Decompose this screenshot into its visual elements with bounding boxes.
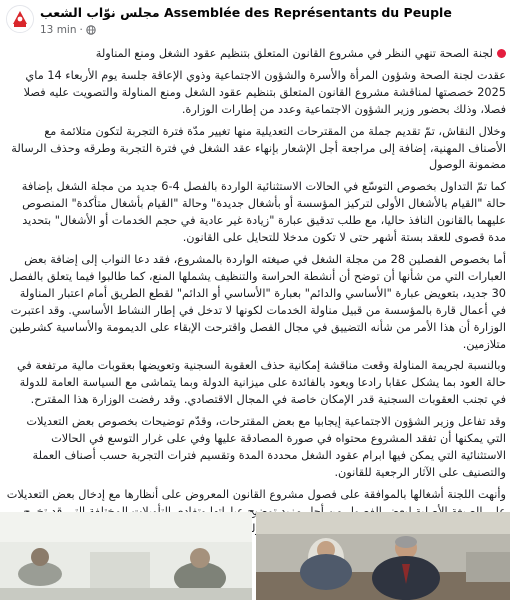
photo-meeting-left[interactable]	[0, 512, 252, 600]
post-meta	[40, 24, 96, 36]
meeting-photo-image	[0, 512, 252, 600]
post-headline: لجنة الصحة تنهي النظر في مشروع القانون المتعلق بتنظيم عقود الشغل ومنع المناولة	[95, 47, 493, 60]
globe-icon[interactable]	[86, 25, 96, 35]
post-paragraph: وقد تفاعل وزير الشؤون الاجتماعية إيجابيا مع بعض المقترحات، وقدّم توضيحات بخصوص بعض التعديلات التي يمكنها أن تفقد المشروع محتواه في صورة المصادقة عليها وفي على غرار التوسع في الحالات الاستثنائية التي يمكن فيها ابرام عقود الشغل محددة المدة وتقسيم فترات التجربة حسب أصناف العملة والتصنيف على الآثار الرجعية للقانون.	[26, 415, 506, 479]
post-paragraph: كما تمّ التداول بخصوص التوسّع في الحالات الاستثنائية الواردة بالفصل 4-6 جديد من مجلة الشغل بإضافة حالة "القيام بالأشغال الأولى لتركيز المؤسسة أو بأشغال جديدة" وحالة "القيام بأشغال متأكدة" المنصوص عليهما بالقانون النافذ حاليا، مع طلب تدقيق عبارة "زيادة غير عادية في حجم الخدمات أو الأشغال" بتحديد مدة قصوى للعقد بستة أشهر حتى لا تكون مدخلا للتحايل على القانون.	[21, 180, 506, 245]
post-paragraph: وخلال النقاش، تمّ تقديم جملة من المقترحات التعديلية منها تغيير مدّة فترة التجربة لتكون متلائمة مع الأصناف المهنية، إضافة إلى مراجعة أجل الإشعار بإنهاء عقد الشغل في فترة التجربة وطرقه وحذف الرسالة مضمونة الوصول	[11, 124, 506, 172]
page-avatar[interactable]	[6, 5, 34, 33]
post-paragraph: أما بخصوص الفصلين 28 من مجلة الشغل في صيغته الواردة بالمشروع، فقد دعا النواب إلى إضافة بعض العبارات التي من شأنها أن توضح أن أنشطة الحراسة والتنظيف يشملها المنع، كما طالبوا فيما يتعلق بالفصل 30 جديد، بتعويض عبارة "الأساسي والدائم" بعبارة "الأساسي أو الدائم" لقطع الطريق أمام اعتبار المناولة في أعمال قارة بالمؤسسة من قبيل مناولة الخدمات لكونها لا تدخل في إطار النشاط الأساسي. وقد اعتبرت الوزارة أن هذا الأمر من شأنه التضييق في مجال الفصل واقترحت الإبقاء على الديمومة والأساسية كشرطين متلازمين.	[9, 252, 506, 351]
meta-separator: ·	[79, 24, 83, 36]
post-paragraph: عقدت لجنة الصحة وشؤون المرأة والأسرة والشؤون الاجتماعية وذوي الإعاقة جلسة يوم الأربعاء 14 ماي 2025 خصصتها لمناقشة مشروع القانون المتعلق بتنظيم عقود الشغل ومنع المناولة والتصويت عليه فصلا فصلا، وذلك بحضور وزير الشؤون الاجتماعية وعدد من إطارات الوزارة.	[23, 68, 506, 116]
post-headline-row	[6, 46, 506, 63]
post-photos	[0, 512, 510, 600]
post-header	[0, 0, 510, 44]
post-body	[6, 46, 506, 559]
meeting-photo-image	[256, 512, 510, 600]
red-circle-icon	[497, 49, 506, 58]
post-paragraph: وأنهت اللجنة أشغالها بالموافقة على فصول مشروع القانون المعروض على أنظارها مع إدخال بعض التعديلات	[6, 487, 506, 501]
post-paragraph: وبالنسبة لجريمة المناولة وقعت مناقشة إمكانية حذف العقوبة السجنية وتعويضها بعقوبات مالية مرتفعة في حالة العود بما يشكل عقابا رادعا ويعود بالفائدة على ميزانية الدولة وبما يتماشى مع السياسة العامة للدولة في تجنب العقوبات السجنية قدر الإمكان خاصة في المجال الاقتصادي. وقد رفضت الوزارة هذا المقترح.	[17, 359, 506, 407]
post-time[interactable]: 13 min	[40, 24, 77, 36]
photo-meeting-right[interactable]	[256, 512, 510, 600]
page-name-link[interactable]: مجلس نوّاب الشعب Assemblée des Représentants du Peuple	[40, 5, 452, 20]
assembly-logo-icon	[7, 6, 33, 32]
